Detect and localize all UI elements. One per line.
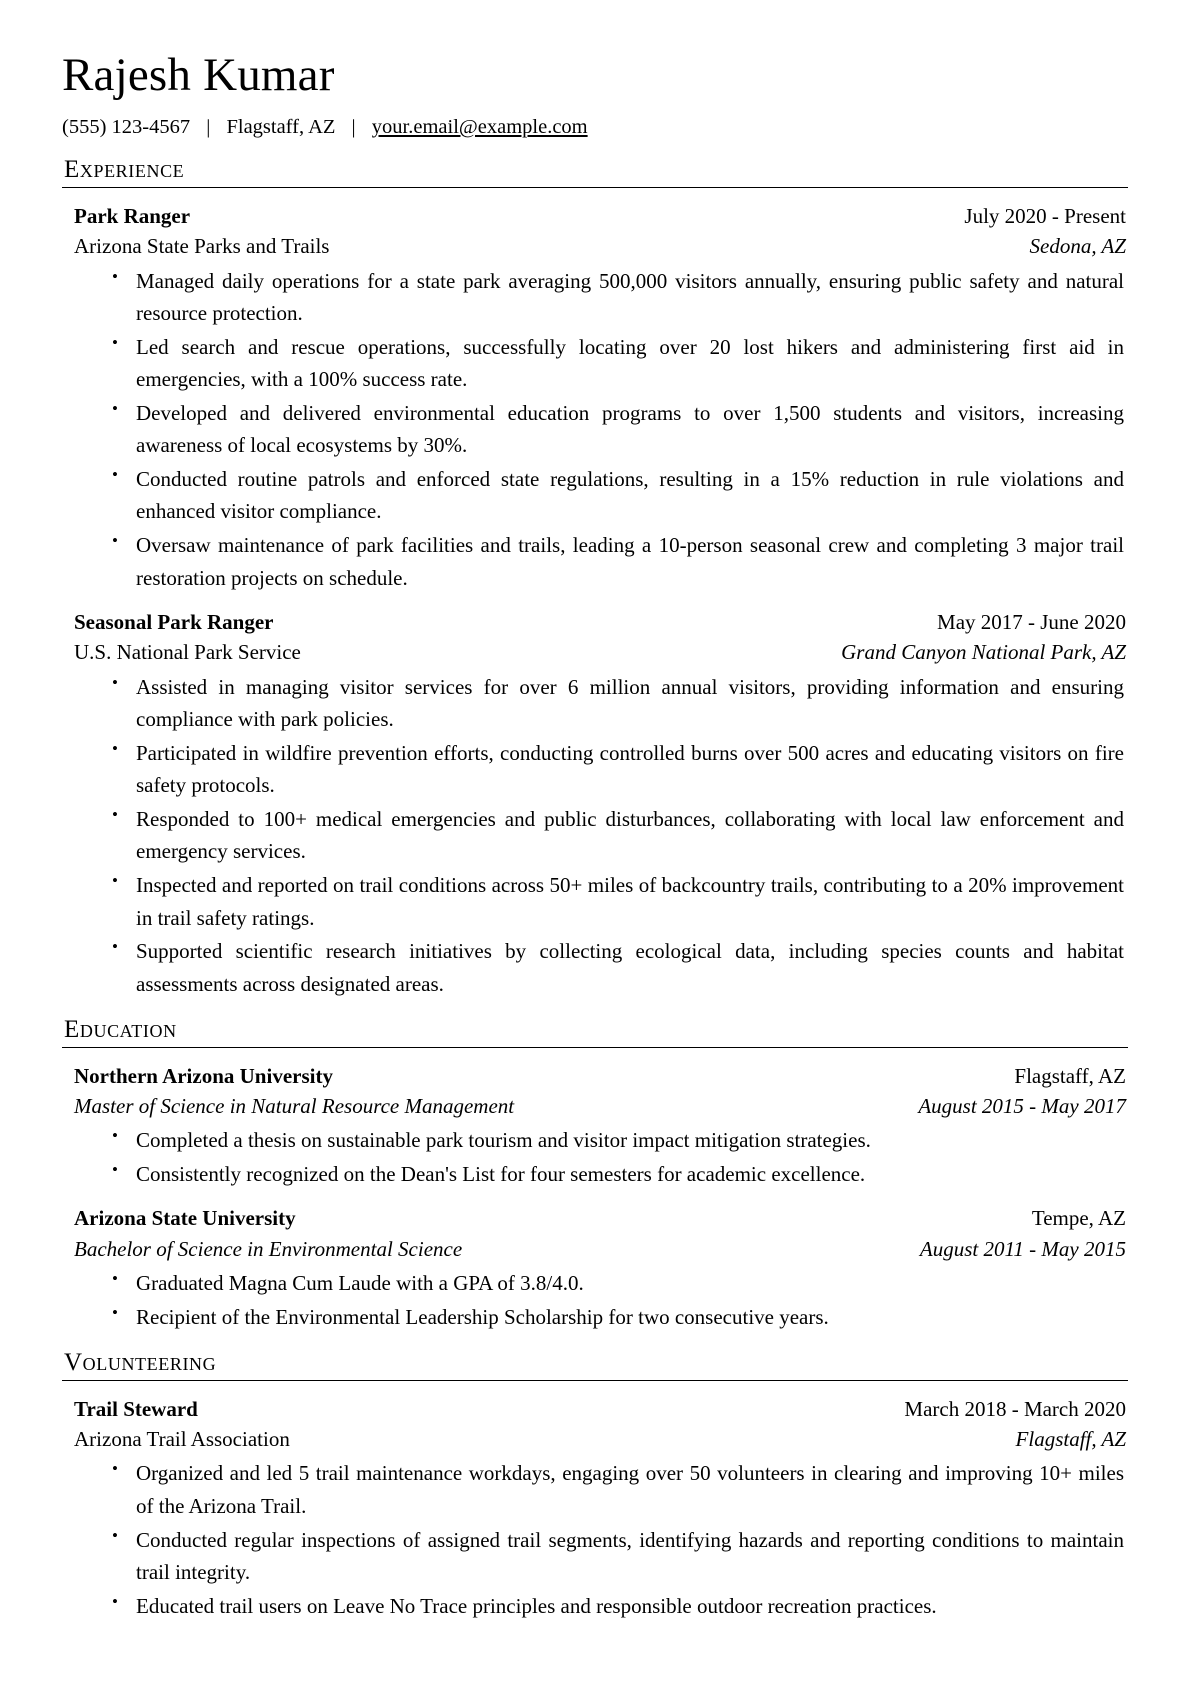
- section-heading: Experience: [64, 156, 185, 184]
- section: [62, 156, 1128, 1000]
- section: [62, 1016, 1128, 1333]
- list-item: • Conducted regular inspections of assigned trail segments, identifying hazards and reporting conditions to maintain trail integrity.: [110, 1524, 1124, 1589]
- list-item: • Conducted routine patrols and enforced state regulations, resulting in a 15% reduction in rule violations and enhanced visitor compliance.: [110, 463, 1124, 528]
- entry-bullet-list: [62, 1124, 1128, 1190]
- section-divider: [62, 1380, 1128, 1381]
- entry-organization: U.S. National Park Service: [74, 640, 301, 665]
- entry-title: Park Ranger: [74, 203, 191, 228]
- entry-title: Arizona State University: [74, 1206, 296, 1231]
- entry-date: March 2018 - March 2020: [904, 1396, 1126, 1421]
- entry-subheader-row: [62, 1425, 1128, 1453]
- list-item: • Inspected and reported on trail conditions across 50+ miles of backcountry trails, contributing to a 20% improvement in trail safety ratings.: [110, 869, 1124, 934]
- entry-subheader-row: [62, 1092, 1128, 1120]
- list-item: • Managed daily operations for a state park averaging 500,000 visitors annually, ensuring public safety and natural resource protection.: [110, 265, 1124, 330]
- resume-entry: [62, 1204, 1128, 1333]
- section-divider: [62, 1047, 1128, 1048]
- entry-bullet-list: [62, 1457, 1128, 1622]
- section-heading: Education: [64, 1016, 177, 1044]
- section-heading: Volunteering: [64, 1349, 217, 1377]
- sections-container: [62, 156, 1128, 1622]
- entry-organization: Arizona Trail Association: [74, 1427, 290, 1452]
- list-item: • Developed and delivered environmental education programs to over 1,500 students and visitors, increasing awareness of local ecosystems by 30%.: [110, 397, 1124, 462]
- entry-subheader-row: [62, 1235, 1128, 1263]
- entry-header-row: [62, 1395, 1128, 1423]
- resume-entry: [62, 608, 1128, 1000]
- resume-entry: [62, 1062, 1128, 1191]
- entry-subheader-row: [62, 232, 1128, 260]
- list-item: • Assisted in managing visitor services for over 6 million annual visitors, providing information and ensuring compliance with park policies.: [110, 671, 1124, 736]
- entry-date: May 2017 - June 2020: [937, 610, 1126, 635]
- entry-organization: Arizona State Parks and Trails: [74, 234, 330, 259]
- list-item: • Participated in wildfire prevention efforts, conducting controlled burns over 500 acres and educating visitors on fire safety protocols.: [110, 737, 1124, 802]
- entry-title: Seasonal Park Ranger: [74, 610, 274, 635]
- list-item: • Led search and rescue operations, successfully locating over 20 lost hikers and administering first aid in emergencies, with a 100% success rate.: [110, 331, 1124, 396]
- list-item: • Graduated Magna Cum Laude with a GPA of 3.8/4.0.: [110, 1267, 1124, 1300]
- contact-separator: |: [206, 115, 211, 138]
- entry-title: Northern Arizona University: [74, 1063, 333, 1088]
- entry-header-row: [62, 608, 1128, 636]
- entry-degree: Bachelor of Science in Environmental Science: [74, 1236, 463, 1261]
- entry-location: August 2015 - May 2017: [918, 1094, 1126, 1119]
- entry-header-row: [62, 1062, 1128, 1090]
- list-item: • Completed a thesis on sustainable park tourism and visitor impact mitigation strategies.: [110, 1124, 1124, 1157]
- contact-location: Flagstaff, AZ: [226, 115, 336, 138]
- list-item: • Educated trail users on Leave No Trace principles and responsible outdoor recreation practices.: [110, 1590, 1124, 1623]
- entry-location: Grand Canyon National Park, AZ: [841, 640, 1126, 665]
- entry-subheader-row: [62, 638, 1128, 666]
- list-item: • Consistently recognized on the Dean's List for four semesters for academic excellence.: [110, 1158, 1124, 1191]
- section-divider: [62, 187, 1128, 188]
- resume-entry: [62, 202, 1128, 594]
- entry-title: Trail Steward: [74, 1396, 198, 1421]
- entry-location: August 2011 - May 2015: [919, 1236, 1126, 1261]
- contact-line: [62, 114, 1128, 141]
- entry-date: Tempe, AZ: [1031, 1206, 1126, 1231]
- entry-degree: Master of Science in Natural Resource Management: [74, 1094, 515, 1119]
- page-title: Rajesh Kumar: [62, 49, 335, 101]
- entry-date: July 2020 - Present: [964, 203, 1126, 228]
- entry-location: Sedona, AZ: [1029, 234, 1126, 259]
- entry-header-row: [62, 1204, 1128, 1232]
- phone-number: (555) 123-4567: [62, 115, 191, 138]
- list-item: • Organized and led 5 trail maintenance workdays, engaging over 50 volunteers in clearing and improving 10+ miles of the Arizona Trail.: [110, 1457, 1124, 1522]
- list-item: • Recipient of the Environmental Leadership Scholarship for two consecutive years.: [110, 1301, 1124, 1334]
- entry-header-row: [62, 202, 1128, 230]
- entry-location: Flagstaff, AZ: [1015, 1427, 1126, 1452]
- contact-separator: |: [351, 115, 356, 138]
- resume-entry: [62, 1395, 1128, 1622]
- section: [62, 1349, 1128, 1622]
- entry-date: Flagstaff, AZ: [1014, 1063, 1126, 1088]
- entry-bullet-list: [62, 265, 1128, 594]
- list-item: • Supported scientific research initiatives by collecting ecological data, including species counts and habitat assessments across designated areas.: [110, 935, 1124, 1000]
- list-item: • Oversaw maintenance of park facilities and trails, leading a 10-person seasonal crew and completing 3 major trail restoration projects on schedule.: [110, 529, 1124, 594]
- entry-bullet-list: [62, 1267, 1128, 1333]
- list-item: • Responded to 100+ medical emergencies and public disturbances, collaborating with local law enforcement and emergency services.: [110, 803, 1124, 868]
- entry-bullet-list: [62, 671, 1128, 1000]
- email-link[interactable]: your.email@example.com: [371, 115, 588, 138]
